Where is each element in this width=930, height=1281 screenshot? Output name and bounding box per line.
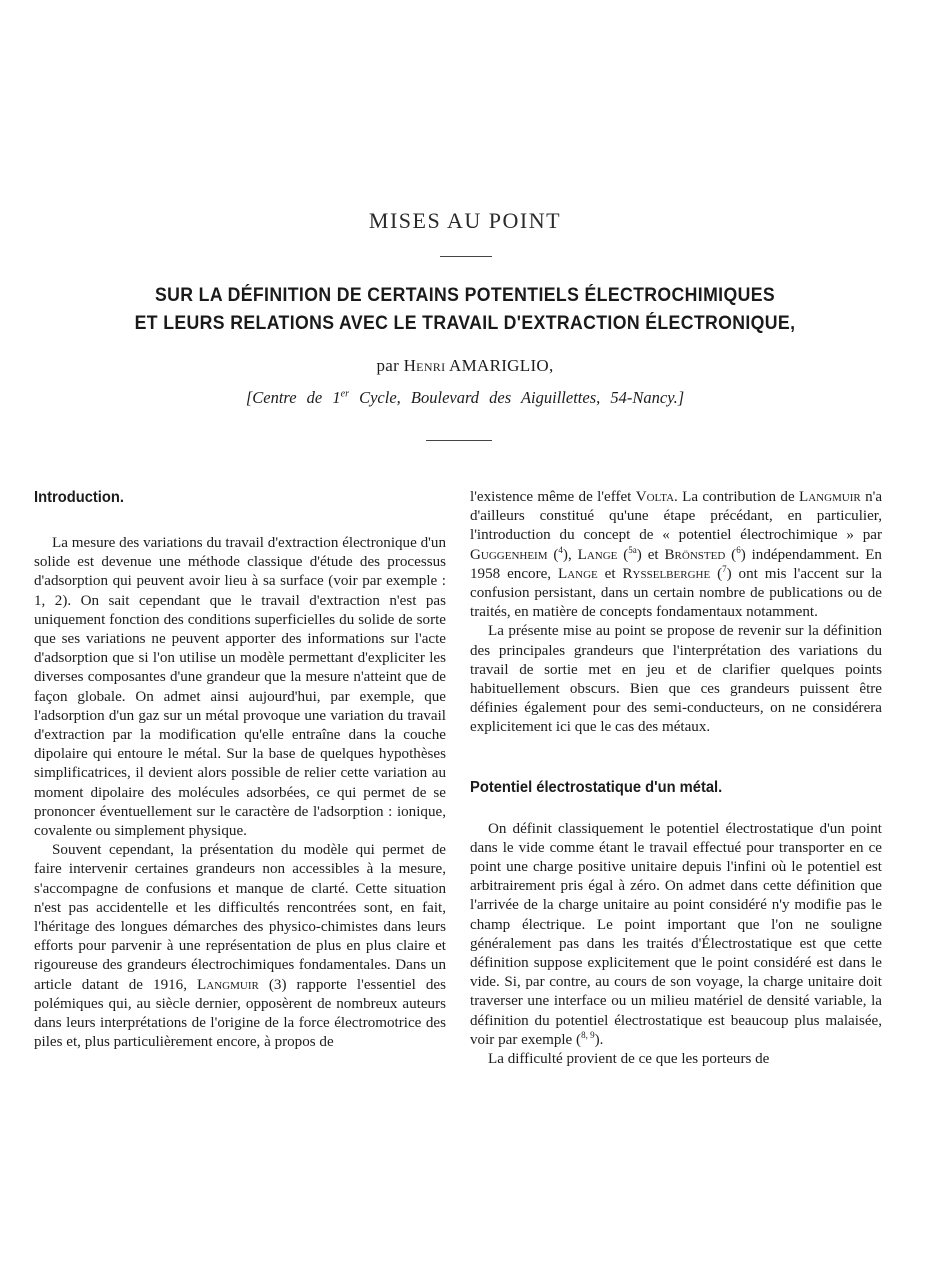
author-firstname: Henri <box>403 356 446 375</box>
left-column <box>34 488 446 1052</box>
right-column <box>470 488 882 1069</box>
author-lastname: AMARIGLIO, <box>449 356 554 375</box>
paragraph: La présente mise au point se propose de revenir sur la définition des principales grandeurs que l'interprétation des variations du travail de sortie met en jeu et de clarifier quelques points habituellement obscurs. Bien que ces grandeurs puissent être définies également pour des semi-conducteurs, on ne considérera explicitement ici que le cas des métaux. <box>470 623 882 736</box>
paragraph: On définit classiquement le potentiel électrostatique d'un point dans le vide comme étant le travail effectué pour transporter en ce point une charge positive unitaire depuis l'infini où le potentiel est arbitrairement pris égal à zéro. On admet dans cette définition que l'arrivée de la charge unitaire au point considéré n'y modifie pas le champ électrique. Le point important que l'on ne souligne généralement pas dans les traités d'Électrostatique est que cette définition suppose explicitement que le point considéré est dans le vide. Si, par contre, au cours de son voyage, la charge unitaire doit traverser une interface ou un milieu matériel de densité variable, la définition du potentiel électrostatique est beaucoup plus malaisée, voir par exemple ($^{8, 9}$). <box>470 820 882 1048</box>
divider-rule-top <box>440 256 492 257</box>
article-title-line-2: ET LEURS RELATIONS AVEC LE TRAVAIL D'EXTRACTION ÉLECTRONIQUE, <box>134 313 796 334</box>
paragraph: La difficulté provient de ce que les porteurs de <box>488 1051 770 1068</box>
paragraph: La mesure des variations du travail d'extraction électronique d'un solide est devenue une méthode classique d'étude des processus d'adsorption qui peuvent avoir lieu à sa surface (voir par exemple : 1, 2). On sait cependant que le travail d'extraction n'est pas uniquement fonction des conditions superficielles du solide de sorte que ses variations ne peuvent apporter des informations sur l'acte d'adsorption que si l'on utilise un modèle permettant d'expliciter les diverses composantes d'une grandeur que la mesure n'atteint que de façon globale. On admet ainsi aujourd'hui, par exemple, que l'adsorption d'un gaz sur un métal provoque une variation du travail d'extraction par la modification qu'elle entraîne dans la couche dipolaire qui entoure le métal. Sur la base de quelques hypothèses simplificatrices, il devient alors possible de relier cette variation au moment dipolaire des molécules adsorbées, ce qui permet de se prononcer éventuellement sur le caractère de l'adsorption : ionique, covalente ou simplement physique. <box>34 535 446 840</box>
article-title-line-1: SUR LA DÉFINITION DE CERTAINS POTENTIELS ÉLECTROCHIMIQUES <box>154 285 776 306</box>
byline <box>0 356 930 376</box>
paragraph-continued: l'existence même de l'effet Volta. La contribution de Langmuir n'a d'ailleurs constitué qu'une étape précédant, en particulier, l'introduction du concept de « potentiel électrochimique » par Guggenheim ($^4$), Lange ($^{5a}$) et Brönsted ($^6$) indépendamment. En 1958 encore, Lange et Rysselberghe ($^7$) ont mis l'accent sur la confusion persistant, dans un certain nombre de publications ou de traités, en matière de concepts fondamentaux notamment. <box>470 489 883 621</box>
section-heading-introduction: Introduction. <box>34 489 124 506</box>
byline-prefix: par <box>376 356 400 375</box>
author-affiliation: [Centre de 1er Cycle, Boulevard des Aiguillettes, 54-Nancy.] <box>245 388 685 407</box>
divider-rule-bottom <box>426 440 492 441</box>
paragraph: Souvent cependant, la présentation du modèle qui permet de faire intervenir certaines grandeurs non accessibles à la mesure, s'accompagne de confusions et manque de clarté. Cette situation n'est pas accidentelle et les difficultés rencontrées sont, en fait, l'héritage des longues démarches des physico-chimistes dans leurs efforts pour parvenir à une représentation de plus en plus claire et rigoureuse des grandeurs électrochimiques fondamentales. Dans un article datant de 1916, Langmuir (3) rapporte l'essentiel des polémiques qui, au siècle dernier, opposèrent de nombreux auteurs dans leurs interprétations de l'origine de la force électromotrice des piles et, plus particulièrement encore, à propos de <box>34 842 446 1051</box>
section-heading-potentiel: Potentiel électrostatique d'un métal. <box>470 778 723 796</box>
section-title: MISES AU POINT <box>368 208 562 233</box>
